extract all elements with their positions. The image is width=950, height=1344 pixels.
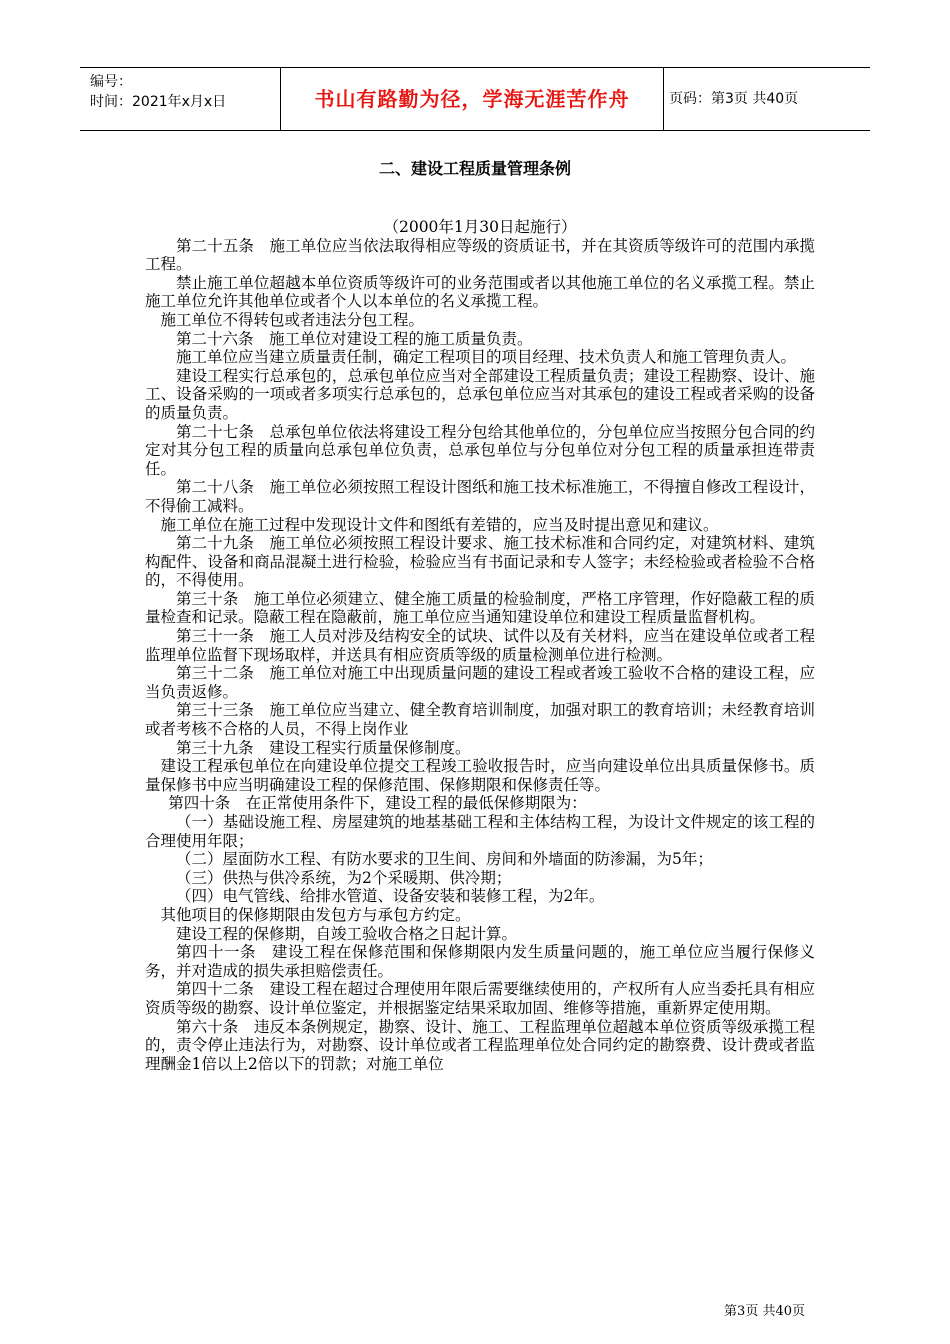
page-number-label: 页码：第3页 共40页 [669, 91, 799, 107]
paragraph: 第三十三条 施工单位应当建立、健全教育培训制度，加强对职工的教育培训；未经教育培训或者考核不合格的人员，不得上岗作业 [145, 701, 815, 739]
paragraph: 第四十条 在正常使用条件下，建设工程的最低保修期限为： [168, 794, 587, 813]
paragraph: 第六十条 违反本条例规定，勘察、设计、施工、工程监理单位超越本单位资质等级承揽工程的，责令停止违法行为，对勘察、设计单位或者工程监理单位处合同约定的勘察费、设计费或者监理酬金1倍以上2倍以下的罚款；对施工单位 [145, 1017, 815, 1073]
paragraph: （三）供热与供冷系统，为2个采暖期、供冷期； [176, 868, 512, 887]
paragraph: 第二十九条 施工单位必须按照工程设计要求、施工技术标准和合同约定，对建筑材料、建筑构配件、设备和商品混凝土进行检验，检验应当有书面记录和专人签字；未经检验或者检验不合格的，不得使用。 [145, 534, 815, 590]
paragraph: 第四十二条 建设工程在超过合理使用年限后需要继续使用的，产权所有人应当委托具有相应资质等级的勘察、设计单位鉴定，并根据鉴定结果采取加固、维修等措施，重新界定使用期。 [145, 980, 815, 1017]
document-title: 二、建设工程质量管理条例 [378, 159, 571, 178]
paragraph: 第二十六条 施工单位对建设工程的施工质量负责。 [176, 329, 533, 348]
paragraph: 第三十九条 建设工程实行质量保修制度。 [176, 738, 471, 757]
paragraph: （一）基础设施工程、房屋建筑的地基基础工程和主体结构工程，为设计文件规定的该工程的合理使用年限； [145, 813, 815, 850]
paragraph: 其他项目的保修期限由发包方与承包方约定。 [160, 905, 471, 924]
paragraph: 施工单位在施工过程中发现设计文件和图纸有差错的，应当及时提出意见和建议。 [160, 515, 719, 534]
paragraph: 施工单位不得转包或者违法分包工程。 [160, 310, 425, 329]
paragraph: 第三十条 施工单位必须建立、健全施工质量的检验制度，严格工序管理，作好隐蔽工程的质量检查和记录。隐蔽工程在隐蔽前，施工单位应当通知建设单位和建设工程质量监督机构。 [145, 589, 815, 627]
paragraph: 第三十一条 施工人员对涉及结构安全的试块、试件以及有关材料，应当在建设单位或者工程监理单位监督下现场取样，并送具有相应资质等级的质量检测单位进行检测。 [145, 627, 815, 664]
effective-date: （2000年1月30日起施行） [383, 218, 577, 236]
page-header [80, 67, 870, 131]
paragraph: （二）屋面防水工程、有防水要求的卫生间、房间和外墙面的防渗漏，为5年； [176, 850, 713, 869]
paragraph: 施工单位应当建立质量责任制，确定工程项目的项目经理、技术负责人和施工管理负责人。 [176, 348, 797, 367]
paragraph: （四）电气管线、给排水管道、设备安装和装修工程，为2年。 [176, 887, 605, 906]
paragraph: 第二十八条 施工单位必须按照工程设计图纸和施工技术标准施工，不得擅自修改工程设计，不得偷工减料。 [145, 478, 815, 515]
date-line: 时间：2021年x月x日 [90, 94, 227, 110]
paragraph: 禁止施工单位超越本单位资质等级许可的业务范围或者以其他施工单位的名义承揽工程。禁止施工单位允许其他单位或者个人以本单位的名义承揽工程。 [145, 273, 815, 311]
paragraph: 第三十二条 施工单位对施工中出现质量问题的建设工程或者竣工验收不合格的建设工程，应当负责返修。 [145, 664, 815, 701]
doc-number-label: 编号： [90, 74, 132, 90]
paragraph: 第四十一条 建设工程在保修范围和保修期限内发生质量问题的，施工单位应当履行保修义务，并对造成的损失承担赔偿责任。 [145, 943, 815, 980]
paragraph: 第二十七条 总承包单位依法将建设工程分包给其他单位的，分包单位应当按照分包合同的约定对其分包工程的质量向总承包单位负责，总承包单位与分包单位对分包工程的质量承担连带责任。 [145, 422, 815, 478]
paragraph: 建设工程实行总承包的，总承包单位应当对全部建设工程质量负责；建设工程勘察、设计、施工、设备采购的一项或者多项实行总承包的，总承包单位应当对其承包的建设工程或者采购的设备的质量负责。 [145, 366, 815, 422]
header-meta [80, 68, 280, 130]
paragraph: 第二十五条 施工单位应当依法取得相应等级的资质证书，并在其资质等级许可的范围内承揽工程。 [145, 236, 815, 274]
paragraph: 建设工程承包单位在向建设单位提交工程竣工验收报告时，应当向建设单位出具质量保修书。质量保修书中应当明确建设工程的保修范围、保修期限和保修责任等。 [145, 757, 815, 794]
page-footer: 第3页 共40页 [724, 1304, 805, 1319]
header-motto: 书山有路勤为径，学海无涯苦作舟 [280, 68, 664, 130]
paragraph: 建设工程的保修期，自竣工验收合格之日起计算。 [176, 924, 518, 943]
document-body [145, 218, 815, 1073]
